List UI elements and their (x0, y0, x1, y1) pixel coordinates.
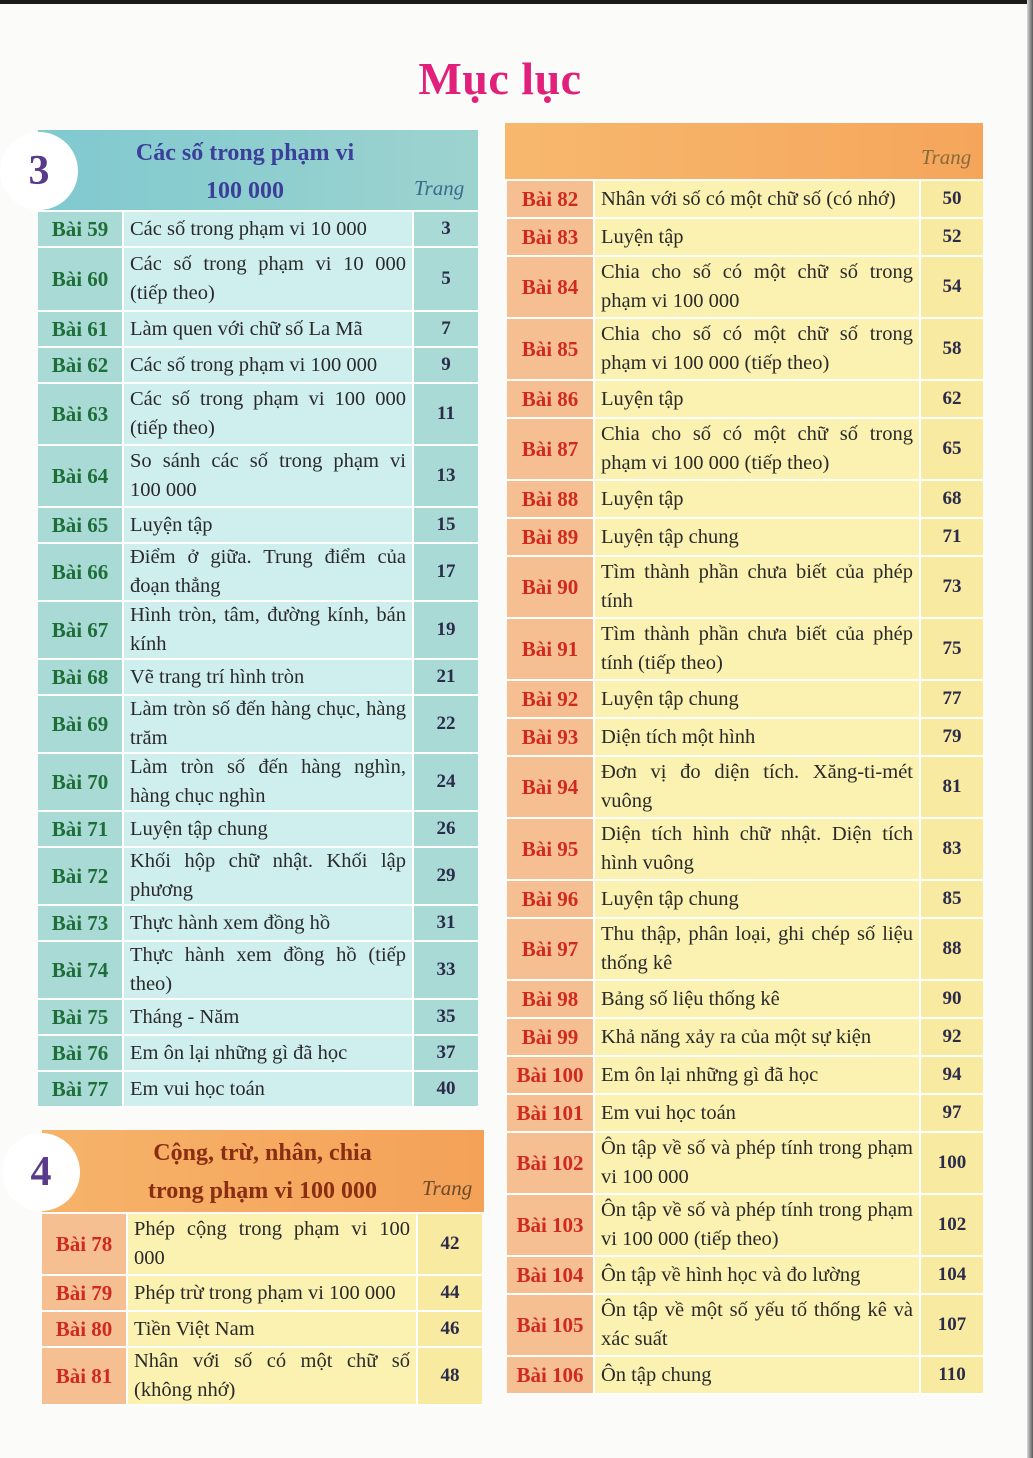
lesson-title (595, 381, 921, 417)
lesson-title (595, 1357, 921, 1393)
lesson-title (595, 1257, 921, 1293)
lesson-title (595, 519, 921, 555)
lesson-number: Bài 100 (507, 1057, 595, 1093)
lesson-title-text: Tìm thành phần chưa biết của phép tính (tiếp theo) (601, 623, 913, 674)
lesson-title (595, 181, 921, 217)
lesson-title-text: Luyện tập (601, 487, 684, 510)
lesson-number: Bài 61 (38, 312, 124, 346)
lesson-number: Bài 69 (38, 696, 124, 752)
lesson-page-number: 73 (921, 557, 983, 617)
chapter4-page-column-label: Trang (422, 1176, 473, 1200)
lesson-page-number: 40 (414, 1072, 478, 1106)
toc-row[interactable] (507, 619, 983, 681)
lesson-title (128, 1348, 418, 1404)
lesson-title-text: Luyện tập chung (601, 887, 739, 910)
lesson-title-text: Nhân với số có một chữ số (không nhớ) (134, 1350, 410, 1401)
lesson-number: Bài 77 (38, 1072, 124, 1106)
chapter4-title-line2: trong phạm vi 100 000 (148, 1178, 377, 1204)
lesson-title-text: Tìm thành phần chưa biết của phép tính (601, 561, 913, 612)
lesson-number: Bài 78 (42, 1214, 128, 1274)
lesson-page-number: 102 (921, 1195, 983, 1255)
lesson-number: Bài 74 (38, 942, 124, 998)
lesson-title-text: Thu thập, phân loại, ghi chép số liệu thống kê (601, 923, 913, 974)
toc-row[interactable] (507, 481, 983, 519)
toc-row[interactable] (38, 348, 478, 384)
lesson-number: Bài 106 (507, 1357, 595, 1393)
lesson-title-text: Thực hành xem đồng hồ (tiếp theo) (130, 944, 406, 995)
lesson-number: Bài 68 (38, 660, 124, 694)
lesson-title-text: Chia cho số có một chữ số trong phạm vi 100 000 (tiếp theo) (601, 423, 913, 474)
toc-row[interactable] (38, 212, 478, 248)
toc-row[interactable] (38, 312, 478, 348)
lesson-title (124, 754, 414, 810)
lesson-title (595, 719, 921, 755)
lesson-page-number: 7 (414, 312, 478, 346)
lesson-number: Bài 82 (507, 181, 595, 217)
chapter4-toc (42, 1214, 482, 1406)
lesson-title (124, 312, 414, 346)
lesson-page-number: 15 (414, 508, 478, 542)
lesson-number: Bài 81 (42, 1348, 128, 1404)
lesson-page-number: 110 (921, 1357, 983, 1393)
lesson-page-number: 85 (921, 881, 983, 917)
lesson-page-number: 13 (414, 446, 478, 506)
lesson-title (595, 881, 921, 917)
lesson-number: Bài 85 (507, 319, 595, 379)
lesson-page-number: 11 (414, 384, 478, 444)
lesson-title (595, 557, 921, 617)
lesson-title (124, 384, 414, 444)
lesson-title-text: Nhân với số có một chữ số (có nhớ) (601, 187, 896, 210)
lesson-title-text: Đơn vị đo diện tích. Xăng-ti-mét vuông (601, 761, 913, 812)
lesson-title (124, 248, 414, 310)
lesson-title (595, 1057, 921, 1093)
lesson-title (128, 1312, 418, 1346)
toc-row[interactable] (507, 257, 983, 319)
chapter3-title-line1: Các số trong phạm vi (135, 140, 355, 166)
lesson-title-text: Em vui học toán (130, 1077, 265, 1100)
lesson-number: Bài 64 (38, 446, 124, 506)
toc-row[interactable] (507, 819, 983, 881)
toc-row[interactable] (507, 681, 983, 719)
toc-row[interactable] (38, 248, 478, 312)
lesson-title-text: Vẽ trang trí hình tròn (130, 665, 305, 688)
toc-row[interactable] (38, 848, 478, 906)
lesson-page-number: 75 (921, 619, 983, 679)
lesson-number: Bài 104 (507, 1257, 595, 1293)
lesson-number: Bài 103 (507, 1195, 595, 1255)
lesson-title-text: Khối hộp chữ nhật. Khối lập phương (130, 850, 406, 901)
lesson-page-number: 33 (414, 942, 478, 998)
lesson-title (128, 1214, 418, 1274)
lesson-number: Bài 73 (38, 906, 124, 940)
toc-row[interactable] (507, 919, 983, 981)
lesson-title-text: Em vui học toán (601, 1101, 736, 1124)
lesson-page-number: 44 (418, 1276, 482, 1310)
toc-row[interactable] (42, 1214, 482, 1276)
lesson-title-text: Luyện tập chung (130, 817, 268, 840)
lesson-page-number: 71 (921, 519, 983, 555)
lesson-title-text: Làm tròn số đến hàng nghìn, hàng chục nghìn (130, 756, 406, 807)
lesson-title (124, 1072, 414, 1106)
lesson-number: Bài 71 (38, 812, 124, 846)
lesson-title-text: Phép trừ trong phạm vi 100 000 (134, 1281, 396, 1304)
toc-row[interactable] (507, 419, 983, 481)
lesson-title-text: Làm tròn số đến hàng chục, hàng trăm (130, 698, 406, 749)
chapter3-title-line2: 100 000 (206, 178, 284, 204)
chapter3-toc (38, 212, 478, 1108)
lesson-page-number: 94 (921, 1057, 983, 1093)
toc-row[interactable] (42, 1312, 482, 1348)
lesson-title-text: Tiền Việt Nam (134, 1317, 255, 1340)
lesson-page-number: 65 (921, 419, 983, 479)
lesson-title (124, 942, 414, 998)
toc-row[interactable] (507, 1257, 983, 1295)
lesson-page-number: 107 (921, 1295, 983, 1355)
lesson-title (595, 681, 921, 717)
lesson-title-text: Ôn tập về hình học và đo lường (601, 1263, 861, 1286)
lesson-title-text: Điểm ở giữa. Trung điểm của đoạn thẳng (130, 546, 406, 597)
lesson-title-text: So sánh các số trong phạm vi 100 000 (130, 450, 406, 501)
lesson-number: Bài 92 (507, 681, 595, 717)
lesson-title-text: Chia cho số có một chữ số trong phạm vi 100 000 (tiếp theo) (601, 323, 913, 374)
lesson-page-number: 68 (921, 481, 983, 517)
toc-row[interactable] (507, 981, 983, 1019)
lesson-title-text: Các số trong phạm vi 10 000 (130, 217, 367, 240)
lesson-page-number: 97 (921, 1095, 983, 1131)
chapter3-title (100, 134, 390, 210)
lesson-title (595, 981, 921, 1017)
lesson-page-number: 77 (921, 681, 983, 717)
toc-row[interactable] (507, 219, 983, 257)
toc-row[interactable] (38, 1000, 478, 1036)
toc-row[interactable] (38, 508, 478, 544)
toc-row[interactable] (507, 1019, 983, 1057)
lesson-page-number: 54 (921, 257, 983, 317)
toc-row[interactable] (507, 1095, 983, 1133)
lesson-title-text: Khả năng xảy ra của một sự kiện (601, 1025, 872, 1048)
lesson-title-text: Luyện tập chung (601, 687, 739, 710)
lesson-title-text: Ôn tập về số và phép tính trong phạm vi 100 000 (601, 1137, 913, 1188)
toc-row[interactable] (38, 696, 478, 754)
lesson-page-number: 17 (414, 544, 478, 600)
lesson-number: Bài 76 (38, 1036, 124, 1070)
toc-row[interactable] (42, 1276, 482, 1312)
lesson-title (124, 696, 414, 752)
lesson-title-text: Các số trong phạm vi 100 000 (130, 353, 378, 376)
page-top-edge (0, 0, 1033, 4)
lesson-page-number: 62 (921, 381, 983, 417)
lesson-page-number: 3 (414, 212, 478, 246)
lesson-title (124, 446, 414, 506)
lesson-page-number: 46 (418, 1312, 482, 1346)
lesson-title (124, 812, 414, 846)
lesson-number: Bài 90 (507, 557, 595, 617)
lesson-title (124, 848, 414, 904)
lesson-number: Bài 93 (507, 719, 595, 755)
lesson-title (595, 919, 921, 979)
lesson-title (595, 1019, 921, 1055)
lesson-title (124, 660, 414, 694)
lesson-title (595, 1095, 921, 1131)
toc-row[interactable] (38, 906, 478, 942)
lesson-page-number: 58 (921, 319, 983, 379)
lesson-number: Bài 94 (507, 757, 595, 817)
lesson-page-number: 9 (414, 348, 478, 382)
toc-row[interactable] (507, 181, 983, 219)
lesson-title-text: Diện tích hình chữ nhật. Diện tích hình vuông (601, 823, 913, 874)
lesson-title-text: Làm quen với chữ số La Mã (130, 317, 363, 340)
lesson-title (595, 219, 921, 255)
toc-row[interactable] (38, 1072, 478, 1108)
lesson-title-text: Chia cho số có một chữ số trong phạm vi 100 000 (601, 261, 913, 312)
lesson-title (128, 1276, 418, 1310)
lesson-number: Bài 72 (38, 848, 124, 904)
lesson-number: Bài 95 (507, 819, 595, 879)
lesson-number: Bài 87 (507, 419, 595, 479)
chapter4-title (110, 1134, 415, 1210)
lesson-title-text: Luyện tập (601, 387, 684, 410)
toc-row[interactable] (38, 942, 478, 1000)
toc-row[interactable] (507, 1057, 983, 1095)
lesson-title-text: Các số trong phạm vi 10 000 (tiếp theo) (130, 253, 406, 304)
lesson-title (595, 481, 921, 517)
lesson-number: Bài 86 (507, 381, 595, 417)
lesson-title (595, 1133, 921, 1193)
toc-row[interactable] (38, 660, 478, 696)
lesson-page-number: 24 (414, 754, 478, 810)
lesson-page-number: 21 (414, 660, 478, 694)
lesson-page-number: 104 (921, 1257, 983, 1293)
lesson-number: Bài 101 (507, 1095, 595, 1131)
lesson-number: Bài 75 (38, 1000, 124, 1034)
lesson-title-text: Bảng số liệu thống kê (601, 987, 780, 1010)
lesson-title-text: Ôn tập về một số yếu tố thống kê và xác suất (601, 1299, 913, 1350)
lesson-title-text: Luyện tập chung (601, 525, 739, 548)
lesson-number: Bài 84 (507, 257, 595, 317)
lesson-number: Bài 98 (507, 981, 595, 1017)
lesson-title-text: Diện tích một hình (601, 725, 756, 748)
lesson-page-number: 48 (418, 1348, 482, 1404)
toc-row[interactable] (507, 381, 983, 419)
lesson-page-number: 29 (414, 848, 478, 904)
lesson-page-number: 19 (414, 602, 478, 658)
toc-row[interactable] (507, 1195, 983, 1257)
lesson-number: Bài 59 (38, 212, 124, 246)
chapter3-number: 3 (0, 132, 78, 210)
lesson-number: Bài 66 (38, 544, 124, 600)
lesson-number: Bài 97 (507, 919, 595, 979)
page-title: Mục lục (418, 53, 582, 104)
lesson-title-text: Các số trong phạm vi 100 000 (tiếp theo) (130, 388, 406, 439)
toc-row[interactable] (507, 719, 983, 757)
lesson-page-number: 37 (414, 1036, 478, 1070)
lesson-title (595, 319, 921, 379)
chapter4-title-line1: Cộng, trừ, nhân, chia (153, 1140, 372, 1166)
chapter4-number: 4 (2, 1133, 80, 1211)
lesson-title-text: Em ôn lại những gì đã học (130, 1041, 348, 1064)
lesson-title (595, 419, 921, 479)
lesson-title (595, 1295, 921, 1355)
lesson-title (124, 1036, 414, 1070)
chapter3-page-column-label: Trang (414, 176, 465, 200)
lesson-number: Bài 79 (42, 1276, 128, 1310)
lesson-title-text: Hình tròn, tâm, đường kính, bán kính (130, 604, 406, 655)
lesson-page-number: 100 (921, 1133, 983, 1193)
toc-row[interactable] (38, 602, 478, 660)
right-column-page-label: Trang (921, 145, 972, 169)
lesson-title-text: Em ôn lại những gì đã học (601, 1063, 819, 1086)
toc-row[interactable] (507, 319, 983, 381)
lesson-number: Bài 80 (42, 1312, 128, 1346)
lesson-title (595, 819, 921, 879)
lesson-title (124, 212, 414, 246)
lesson-title (595, 757, 921, 817)
lesson-page-number: 35 (414, 1000, 478, 1034)
lesson-number: Bài 83 (507, 219, 595, 255)
toc-row[interactable] (38, 754, 478, 812)
lesson-title-text: Ôn tập chung (601, 1363, 712, 1386)
lesson-title-text: Luyện tập (130, 513, 213, 536)
lesson-title-text: Tháng - Năm (130, 1005, 240, 1028)
lesson-number: Bài 105 (507, 1295, 595, 1355)
lesson-title (595, 1195, 921, 1255)
lesson-page-number: 83 (921, 819, 983, 879)
toc-row[interactable] (507, 519, 983, 557)
lesson-title (124, 508, 414, 542)
toc-row[interactable] (38, 812, 478, 848)
toc-row[interactable] (507, 881, 983, 919)
toc-row[interactable] (38, 544, 478, 602)
lesson-number: Bài 89 (507, 519, 595, 555)
toc-row[interactable] (507, 1133, 983, 1195)
lesson-title-text: Luyện tập (601, 225, 684, 248)
lesson-title (124, 348, 414, 382)
lesson-page-number: 50 (921, 181, 983, 217)
toc-row[interactable] (38, 1036, 478, 1072)
page-right-edge (1027, 0, 1033, 1458)
toc-row[interactable] (507, 1357, 983, 1395)
lesson-page-number: 52 (921, 219, 983, 255)
toc-row[interactable] (507, 557, 983, 619)
toc-row[interactable] (38, 384, 478, 446)
lesson-title (124, 544, 414, 600)
lesson-page-number: 81 (921, 757, 983, 817)
lesson-title-text: Phép cộng trong phạm vi 100 000 (134, 1218, 410, 1269)
lesson-number: Bài 62 (38, 348, 124, 382)
lesson-page-number: 31 (414, 906, 478, 940)
lesson-page-number: 26 (414, 812, 478, 846)
toc-row[interactable] (42, 1348, 482, 1406)
lesson-title (124, 602, 414, 658)
lesson-page-number: 92 (921, 1019, 983, 1055)
lesson-title (124, 1000, 414, 1034)
lesson-number: Bài 60 (38, 248, 124, 310)
lesson-number: Bài 91 (507, 619, 595, 679)
lesson-number: Bài 88 (507, 481, 595, 517)
lesson-page-number: 5 (414, 248, 478, 310)
lesson-number: Bài 67 (38, 602, 124, 658)
toc-row[interactable] (507, 1295, 983, 1357)
lesson-title-text: Thực hành xem đồng hồ (130, 911, 331, 934)
toc-row[interactable] (507, 757, 983, 819)
lesson-page-number: 88 (921, 919, 983, 979)
lesson-number: Bài 96 (507, 881, 595, 917)
lesson-number: Bài 70 (38, 754, 124, 810)
lesson-title-text: Ôn tập về số và phép tính trong phạm vi 100 000 (tiếp theo) (601, 1199, 913, 1250)
lesson-title (595, 257, 921, 317)
lesson-title (595, 619, 921, 679)
lesson-title (124, 906, 414, 940)
lesson-number: Bài 102 (507, 1133, 595, 1193)
lesson-number: Bài 99 (507, 1019, 595, 1055)
lesson-page-number: 90 (921, 981, 983, 1017)
right-column-header (505, 123, 983, 179)
toc-row[interactable] (38, 446, 478, 508)
lesson-number: Bài 65 (38, 508, 124, 542)
lesson-page-number: 22 (414, 696, 478, 752)
lesson-page-number: 79 (921, 719, 983, 755)
lesson-page-number: 42 (418, 1214, 482, 1274)
lesson-number: Bài 63 (38, 384, 124, 444)
right-column-toc (507, 181, 983, 1395)
